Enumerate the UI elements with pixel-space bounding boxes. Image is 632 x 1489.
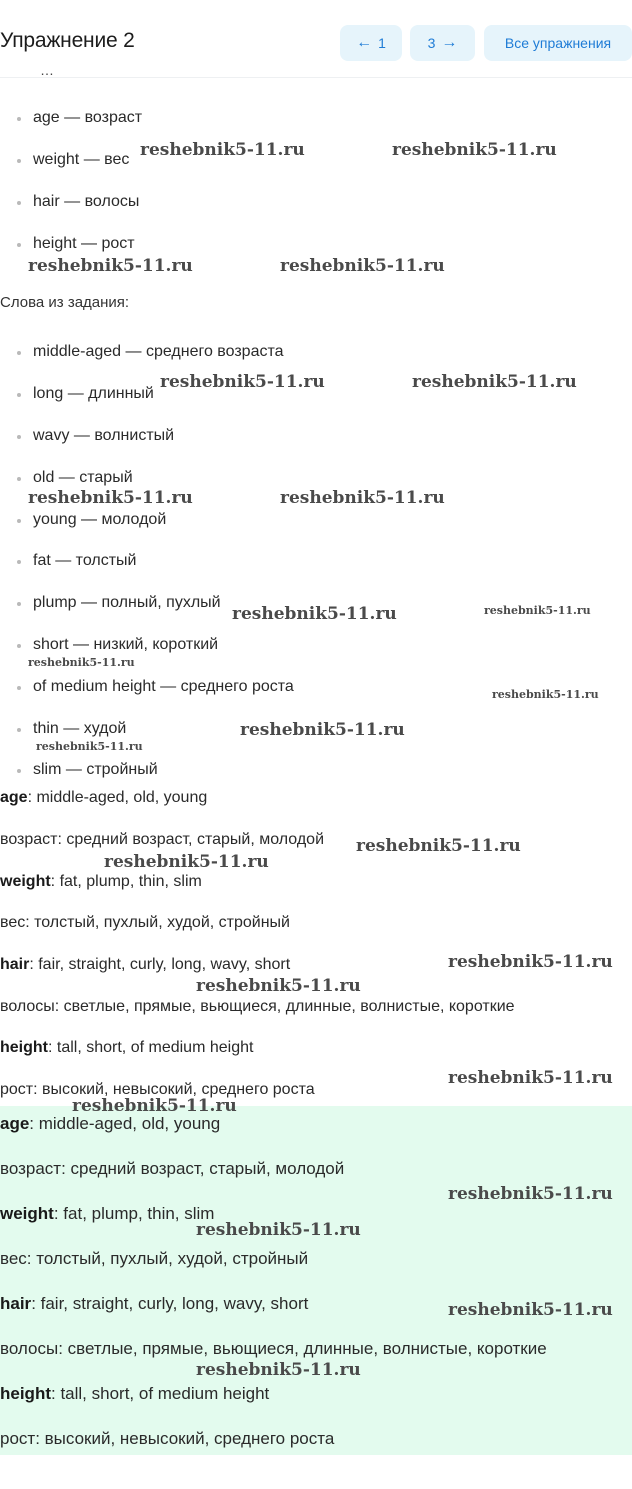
bullet-icon [17,560,21,564]
watermark: reshebnik5-11.ru [36,740,143,753]
answer-box [0,1106,632,1455]
bullet-icon [17,159,21,163]
watermark: reshebnik5-11.ru [140,140,305,160]
prev-exercise-button[interactable] [340,25,402,61]
bullet-icon [17,435,21,439]
group-line-en: height: tall, short, of medium height [0,1039,254,1056]
watermark: reshebnik5-11.ru [196,976,361,996]
next-exercise-button[interactable] [410,25,475,61]
watermark: reshebnik5-11.ru [492,688,599,701]
group-line-ru: рост: высокий, невысокий, среднего роста [0,1081,315,1098]
watermark: reshebnik5-11.ru [412,372,577,392]
bullet-icon [17,519,21,523]
answer-line-en: age: middle-aged, old, young [0,1114,221,1133]
group-line-en: hair: fair, straight, curly, long, wavy, short [0,956,291,973]
answer-line-en: height: tall, short, of medium height [0,1384,270,1403]
next-exercise-label: 3 [427,35,436,51]
answer-line-en: hair: fair, straight, curly, long, wavy, short [0,1294,309,1313]
all-exercises-button[interactable]: Все упражнения [484,25,632,61]
answer-line-ru: возраст: средний возраст, старый, молодой [0,1159,345,1178]
page-title: Упражнение 2 [0,29,135,52]
bullet-icon [17,686,21,690]
watermark: reshebnik5-11.ru [448,1184,613,1204]
answer-line-en: weight: fat, plump, thin, slim [0,1204,215,1223]
bullet-icon [17,728,21,732]
group-line-ru: вес: толстый, пухлый, худой, стройный [0,914,290,931]
bullet-icon [17,351,21,355]
arrow-right-icon: → [441,34,458,51]
bullet-icon [17,117,21,121]
watermark: reshebnik5-11.ru [232,604,397,624]
watermark: reshebnik5-11.ru [160,372,325,392]
watermark: reshebnik5-11.ru [280,256,445,276]
group-line-en: weight: fat, plump, thin, slim [0,873,202,890]
group-line-en: age: middle-aged, old, young [0,789,208,806]
bullet-icon [17,201,21,205]
bullet-icon [17,243,21,247]
watermark: reshebnik5-11.ru [448,952,613,972]
bullet-icon [17,644,21,648]
watermark: reshebnik5-11.ru [356,836,521,856]
answer-line-ru: волосы: светлые, прямые, вьющиеся, длинные, волнистые, короткие [0,1339,547,1358]
watermark: reshebnik5-11.ru [196,1220,361,1240]
section-label: Слова из задания: [0,294,130,311]
prev-exercise-label: 1 [378,35,386,51]
answer-line-ru: вес: толстый, пухлый, худой, стройный [0,1249,309,1268]
group-line-ru: возраст: средний возраст, старый, молодой [0,831,324,848]
clipped-text: … [40,62,54,78]
bullet-icon [17,393,21,397]
watermark: reshebnik5-11.ru [484,604,591,617]
watermark: reshebnik5-11.ru [72,1096,237,1116]
watermark: reshebnik5-11.ru [448,1300,613,1320]
bullet-icon [17,477,21,481]
watermark: reshebnik5-11.ru [28,488,193,508]
watermark: reshebnik5-11.ru [28,656,135,669]
watermark: reshebnik5-11.ru [280,488,445,508]
watermark: reshebnik5-11.ru [28,256,193,276]
watermark: reshebnik5-11.ru [240,720,405,740]
watermark: reshebnik5-11.ru [104,852,269,872]
watermark: reshebnik5-11.ru [448,1068,613,1088]
answer-line-ru: рост: высокий, невысокий, среднего роста [0,1429,335,1448]
group-line-ru: волосы: светлые, прямые, вьющиеся, длинные, волнистые, короткие [0,998,515,1015]
watermark: reshebnik5-11.ru [196,1360,361,1380]
header-bar [0,0,632,78]
bullet-icon [17,769,21,773]
watermark: reshebnik5-11.ru [392,140,557,160]
bullet-icon [17,602,21,606]
arrow-left-icon: ← [356,34,373,51]
